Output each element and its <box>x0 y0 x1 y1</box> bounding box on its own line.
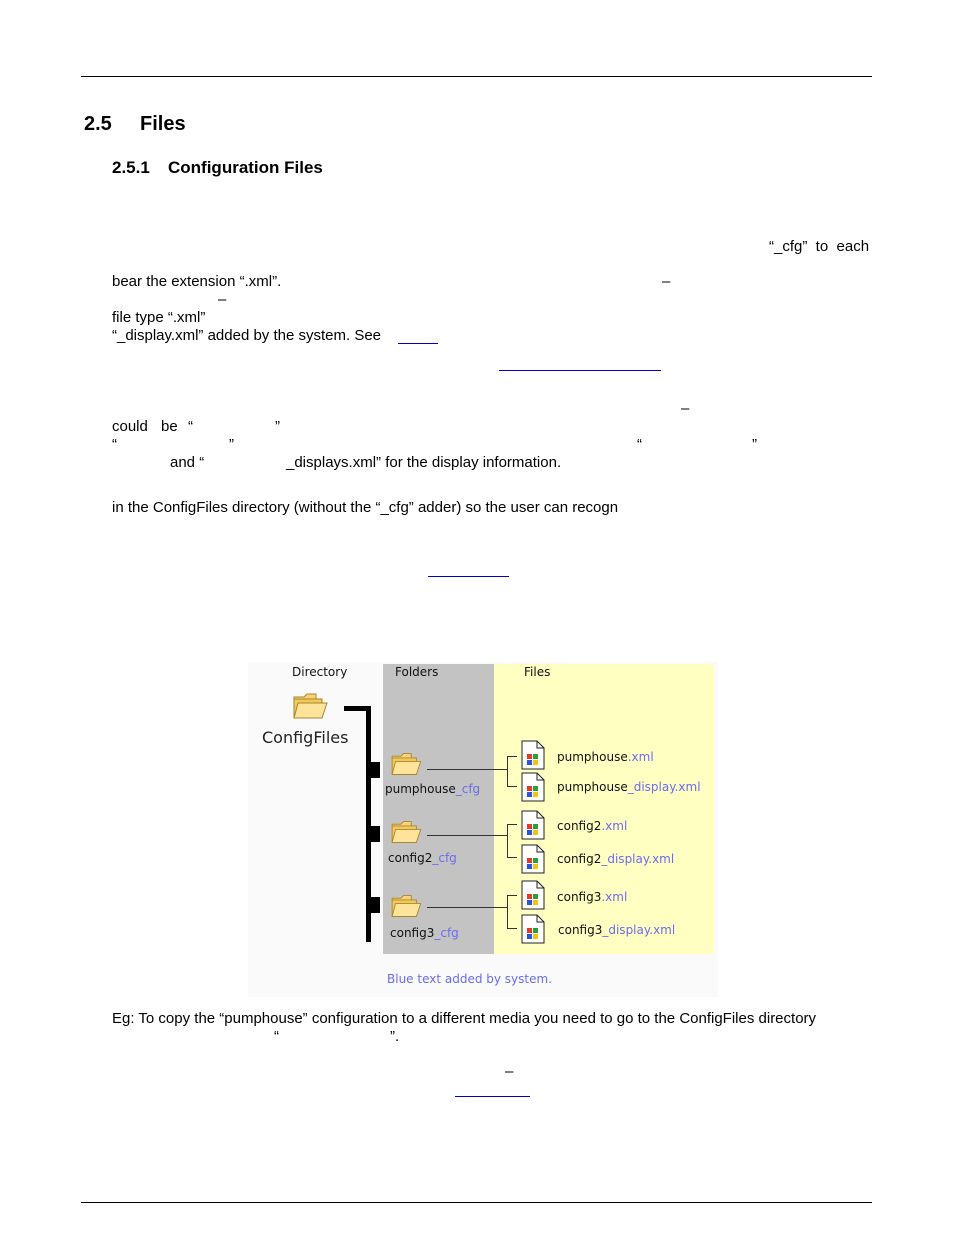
root-label: ConfigFiles <box>262 728 349 747</box>
para2-quote-close-2: ” <box>229 436 234 453</box>
folder-name: config3 <box>390 926 435 940</box>
para2-quote-close-1: ” <box>275 418 280 435</box>
para1-line5: “_display.xml” added by the system. See <box>112 327 382 344</box>
header-rule <box>81 76 872 77</box>
folder-name: pumphouse <box>385 782 456 796</box>
config3-folder-icon <box>389 893 423 919</box>
connector-v-1 <box>507 756 508 786</box>
file-suffix: .xml <box>627 750 654 764</box>
folder-suffix: _cfg <box>432 851 457 865</box>
folder-label <box>388 851 457 865</box>
section-title: Files <box>140 113 186 135</box>
connector-v-3 <box>507 895 508 928</box>
xml-file-icon <box>521 880 545 910</box>
diagram-note: Blue text added by system. <box>387 972 552 986</box>
connector-b-2b <box>507 857 517 858</box>
para1-line1-tail: “_cfg” to each <box>769 238 870 255</box>
file-name: config3 <box>557 890 602 904</box>
para4-quote-close: ”. <box>390 1028 400 1045</box>
header-files: Files <box>524 665 551 679</box>
connector-h-3 <box>427 907 507 908</box>
file-suffix: .xml <box>601 890 628 904</box>
para2-dash: – <box>681 400 690 417</box>
file-label <box>557 852 674 866</box>
connector-b-1b <box>507 786 517 787</box>
connector-v-2 <box>507 824 508 857</box>
file-name: config2 <box>557 819 602 833</box>
para4-link[interactable] <box>455 1096 530 1097</box>
file-name: config2 <box>557 852 602 866</box>
footer-rule <box>81 1202 872 1203</box>
xml-file-icon <box>521 844 545 874</box>
file-suffix: .xml <box>601 819 628 833</box>
file-label <box>557 780 701 794</box>
file-label <box>557 819 627 833</box>
see-link[interactable] <box>398 343 438 344</box>
para2-be: be <box>161 418 178 435</box>
folder-name: config2 <box>388 851 433 865</box>
file-suffix: _display.xml <box>602 923 676 937</box>
folder-suffix: _cfg <box>455 782 481 796</box>
connector-b-3a <box>507 895 517 896</box>
file-name: pumphouse <box>557 780 628 794</box>
para3-line1: in the ConfigFiles directory (without the “_cfg” adder) so the user can recogn <box>112 499 619 516</box>
file-name: pumphouse <box>557 750 628 764</box>
file-suffix: _display.xml <box>627 780 701 794</box>
para2-quote-close-3: ” <box>752 436 757 453</box>
pumphouse-folder-icon <box>389 751 423 777</box>
tree-tick-2 <box>366 826 380 842</box>
folder-label <box>390 926 459 940</box>
connector-b-3b <box>507 928 517 929</box>
file-name: config3 <box>558 923 603 937</box>
subsection-heading <box>112 158 323 178</box>
xml-file-icon <box>521 772 545 802</box>
para1-dash-a: – <box>662 273 671 290</box>
connector-b-2a <box>507 824 517 825</box>
header-directory: Directory <box>292 665 348 679</box>
config-files-diagram <box>248 662 718 997</box>
folder-suffix: _cfg <box>434 926 459 940</box>
files-column <box>494 664 714 954</box>
header-folders: Folders <box>395 665 439 679</box>
para4-dash: – <box>505 1063 514 1080</box>
file-label <box>557 890 627 904</box>
para2-quote-open-2: “ <box>112 436 117 453</box>
subsection-title: Configuration Files <box>168 158 323 177</box>
para2-quote-open-1: “ <box>188 418 193 435</box>
tree-tick-1 <box>366 762 380 778</box>
connector-h-1 <box>427 769 507 770</box>
para4-quote-open: “ <box>274 1028 279 1045</box>
connector-b-1a <box>507 756 517 757</box>
config2-folder-icon <box>389 819 423 845</box>
file-label <box>557 750 654 764</box>
xml-file-icon <box>521 740 545 770</box>
para2-and: and “ <box>170 454 205 471</box>
section-heading <box>84 113 186 136</box>
para2-line4-tail: _displays.xml” for the display information. <box>286 454 562 471</box>
connector-h-2 <box>427 835 507 836</box>
para4-line1: Eg: To copy the “pumphouse” configuration to a different media you need to go to the ConfigFiles directory <box>112 1010 817 1027</box>
folder-label <box>385 782 480 796</box>
root-folder-icon <box>292 691 328 721</box>
file-label <box>558 923 675 937</box>
tree-tick-3 <box>366 897 380 913</box>
reference-link[interactable] <box>499 370 661 371</box>
para2-quote-open-3: “ <box>637 436 642 453</box>
section-link[interactable] <box>428 576 509 577</box>
para2-could: could <box>112 418 148 435</box>
file-suffix: _display.xml <box>601 852 675 866</box>
section-number: 2.5 <box>84 113 112 135</box>
xml-file-icon <box>521 810 545 840</box>
para1-line2: bear the extension “.xml”. <box>112 273 282 290</box>
para1-line4: file type “.xml” <box>112 309 206 326</box>
subsection-number: 2.5.1 <box>112 158 150 177</box>
xml-file-icon <box>521 914 545 944</box>
para1-dash-b: – <box>218 291 227 308</box>
